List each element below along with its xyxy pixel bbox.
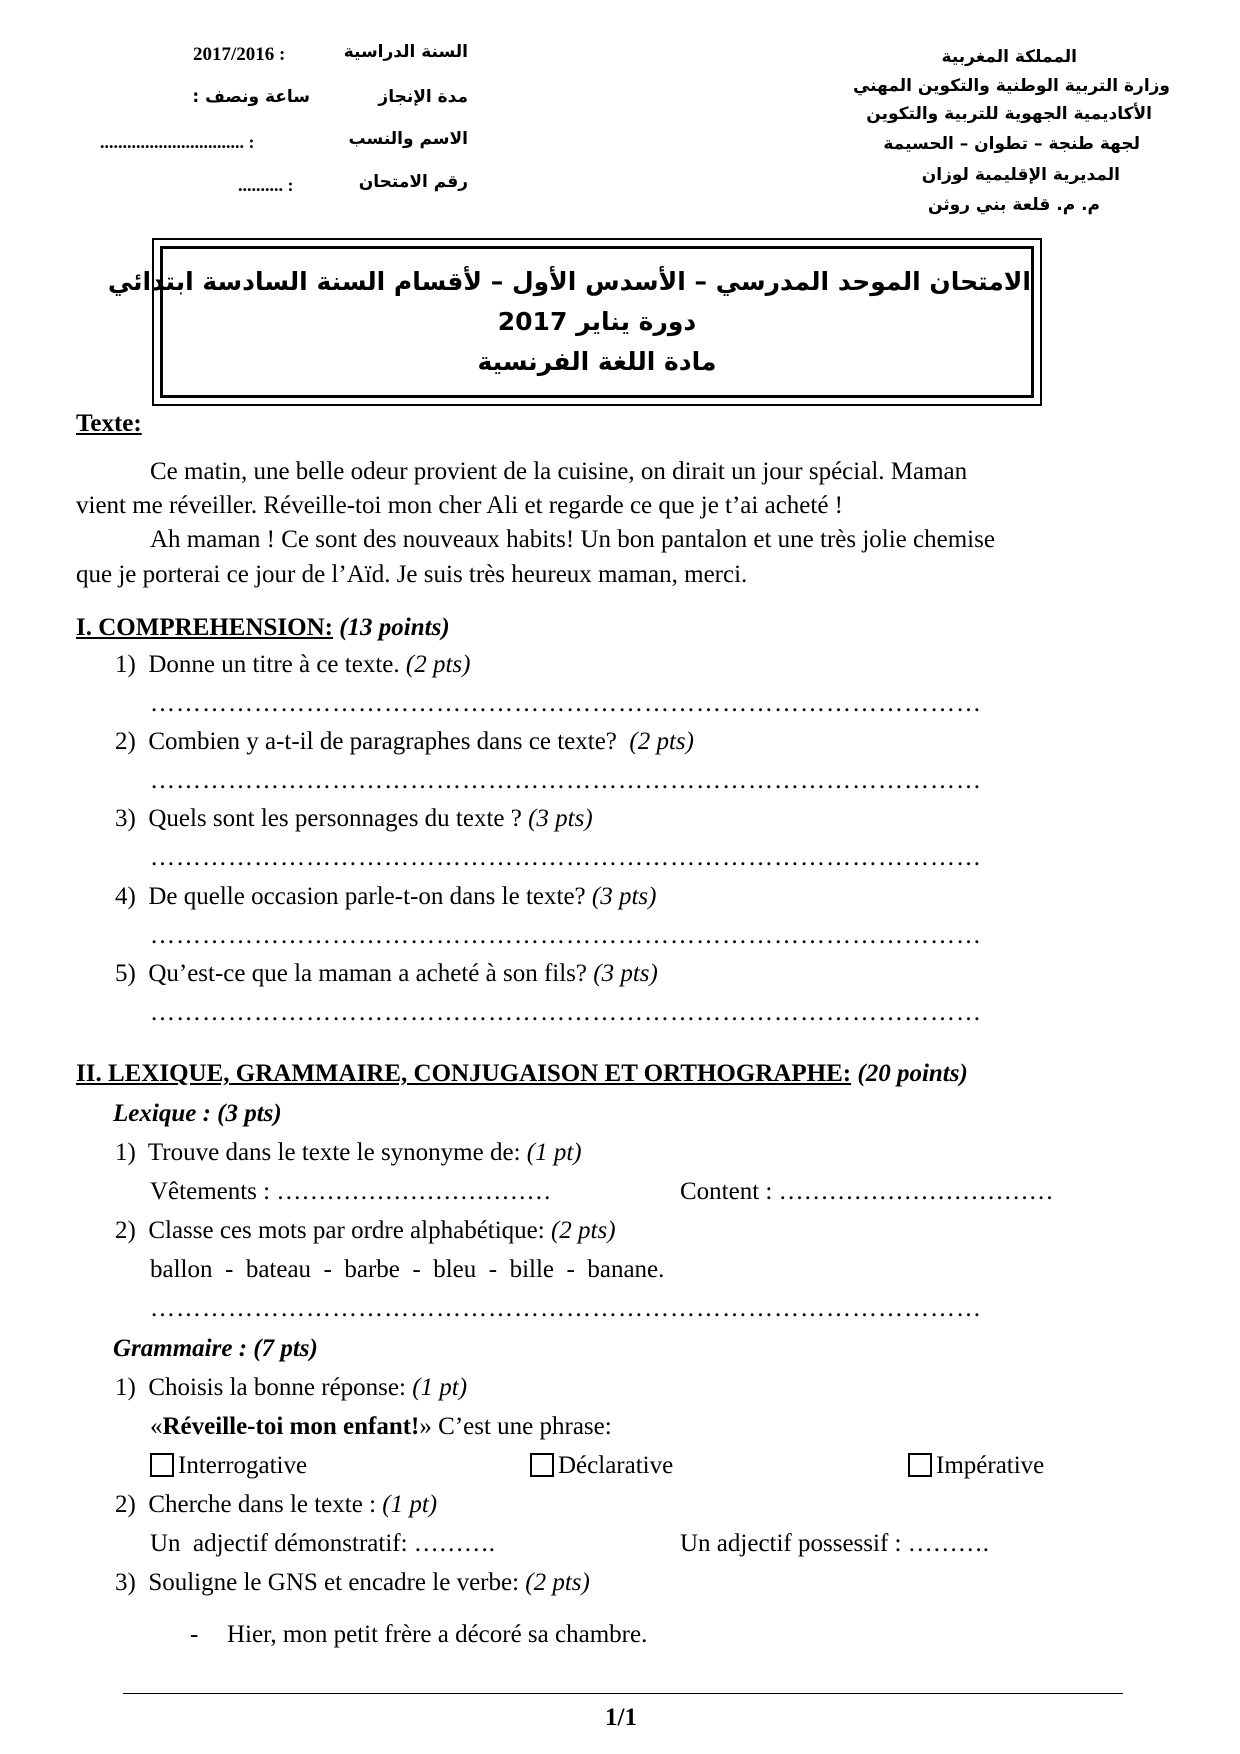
answer-line-alphabetical[interactable]: …………………………………………………………………………………… xyxy=(150,1295,982,1322)
exam-title-line-1: الامتحان الموحد المدرسي – الأسدس الأول – لأقسام السنة السادسة ابتدائي xyxy=(107,267,1031,296)
name-label: الاسم والنسب xyxy=(348,129,468,149)
choice-imperative[interactable] xyxy=(908,1452,1044,1480)
question-text: Souligne le GNS et encadre le verbe: xyxy=(148,1569,520,1596)
question-text: Choisis la bonne réponse: xyxy=(148,1374,406,1401)
section-1-points: (13 points) xyxy=(339,614,450,641)
header-right-line-1: المملكة المغربية xyxy=(941,47,1077,67)
exam-number-label: رقم الامتحان xyxy=(358,172,468,192)
question-points: (3 pts) xyxy=(593,960,658,987)
header-right-line-6: م. م. قلعة بني روثن xyxy=(927,195,1100,215)
answer-line-5[interactable]: …………………………………………………………………………………… xyxy=(150,999,982,1026)
grammaire-question-1 xyxy=(115,1374,467,1402)
lexique-heading: Lexique : (3 pts) xyxy=(113,1100,282,1127)
quote-rest: » C’est une phrase: xyxy=(419,1413,612,1440)
section-2-heading xyxy=(76,1060,968,1088)
section-2-title: II. LEXIQUE, GRAMMAIRE, CONJUGAISON ET ORTHOGRAPHE: xyxy=(76,1060,852,1087)
question-2 xyxy=(115,728,694,756)
page-number: 1/1 xyxy=(605,1704,637,1731)
grammaire-heading: Grammaire : (7 pts) xyxy=(113,1335,318,1362)
header-right-line-4: لجهة طنجة – تطوان – الحسيمة xyxy=(883,134,1140,154)
question-number: 5) xyxy=(115,960,136,987)
question-3 xyxy=(115,805,593,833)
question-number: 2) xyxy=(115,1217,136,1244)
header-right-line-5: المديرية الإقليمية لوزان xyxy=(921,165,1120,185)
question-number: 2) xyxy=(115,1491,136,1518)
paragraph-2-line-1: Ah maman ! Ce sont des nouveaux habits! Un bon pantalon et une très jolie chemise xyxy=(150,526,995,553)
question-text: Classe ces mots par ordre alphabétique: xyxy=(148,1217,545,1244)
question-text: De quelle occasion parle-t-on dans le texte? xyxy=(148,883,586,910)
paragraph-1-line-2: vient me réveiller. Réveille-toi mon cher Ali et regarde ce que je t’ai acheté ! xyxy=(76,492,844,519)
vetements-synonym-field[interactable]: Vêtements : …………………………… xyxy=(150,1178,552,1205)
grammaire-question-2 xyxy=(115,1491,437,1519)
question-points: (2 pts) xyxy=(550,1217,616,1244)
question-points: (3 pts) xyxy=(528,805,593,832)
school-year-label: السنة الدراسية xyxy=(343,42,468,62)
question-points: (2 pts) xyxy=(405,651,471,678)
checkbox-declarative[interactable] xyxy=(530,1453,554,1477)
question-number: 1) xyxy=(115,1374,136,1401)
exam-title-line-2: دورة يناير 2017 xyxy=(497,307,697,336)
question-5 xyxy=(115,960,658,988)
section-1-title: I. COMPREHENSION: xyxy=(76,614,333,641)
footer-divider xyxy=(123,1693,1123,1694)
choice-label: Interrogative xyxy=(178,1452,308,1479)
choice-declarative[interactable] xyxy=(530,1452,673,1480)
question-text: Trouve dans le texte le synonyme de: xyxy=(147,1139,521,1166)
checkbox-imperative[interactable] xyxy=(908,1453,932,1477)
question-text: Combien y a-t-il de paragraphes dans ce texte? xyxy=(148,728,617,755)
question-points: (2 pts) xyxy=(629,728,694,755)
question-points: (1 pt) xyxy=(526,1139,582,1166)
section-comprehension-title xyxy=(76,614,450,642)
question-points: (1 pt) xyxy=(412,1374,468,1401)
question-4 xyxy=(115,883,656,911)
question-1 xyxy=(115,651,470,679)
demonstrative-adjective-field[interactable]: Un adjectif démonstratif: ………. xyxy=(150,1530,496,1557)
question-number: 1) xyxy=(115,651,136,678)
quote-open: « xyxy=(150,1413,163,1440)
answer-line-4[interactable]: …………………………………………………………………………………… xyxy=(150,922,982,949)
question-number: 3) xyxy=(115,805,136,832)
header-right-line-2: وزارة التربية الوطنية والتكوين المهني xyxy=(852,76,1170,96)
question-number: 1) xyxy=(115,1139,136,1166)
answer-line-1[interactable]: …………………………………………………………………………………… xyxy=(150,690,982,717)
question-text: Donne un titre à ce texte. xyxy=(148,651,400,678)
content-synonym-field[interactable]: Content : …………………………… xyxy=(680,1178,1054,1205)
sentence-bullet: - xyxy=(190,1621,199,1648)
exam-title-line-3: مادة اللغة الفرنسية xyxy=(477,347,717,376)
choice-label: Déclarative xyxy=(558,1452,674,1479)
question-text: Qu’est-ce que la maman a acheté à son fils? xyxy=(148,960,588,987)
grammaire-question-3 xyxy=(115,1569,590,1597)
quote-bold-text: Réveille-toi mon enfant! xyxy=(162,1413,420,1440)
choice-interrogative[interactable] xyxy=(150,1452,307,1480)
question-number: 4) xyxy=(115,883,136,910)
duration-value: ساعة ونصف : xyxy=(192,87,310,107)
word-list: ballon - bateau - barbe - bleu - bille - banane. xyxy=(150,1256,665,1283)
answer-line-3[interactable]: …………………………………………………………………………………… xyxy=(150,844,982,871)
text-heading: Texte: xyxy=(76,410,142,437)
answer-line-2[interactable]: …………………………………………………………………………………… xyxy=(150,767,982,794)
paragraph-2-line-2: que je porterai ce jour de l’Aïd. Je suis très heureux maman, merci. xyxy=(76,561,748,588)
checkbox-interrogative[interactable] xyxy=(150,1453,174,1477)
school-year-value: 2017/2016 : xyxy=(193,44,286,65)
possessive-adjective-field[interactable]: Un adjectif possessif : ………. xyxy=(680,1530,989,1557)
question-text: Cherche dans le texte : xyxy=(148,1491,377,1518)
header-right-line-3: الأكاديمية الجهوية للتربية والتكوين xyxy=(866,104,1152,124)
question-points: (2 pts) xyxy=(525,1569,590,1596)
quoted-sentence xyxy=(150,1413,612,1441)
gns-sentence[interactable]: Hier, mon petit frère a décoré sa chambre. xyxy=(227,1621,648,1648)
exam-number-value: .......... : xyxy=(238,175,294,195)
question-points: (3 pts) xyxy=(591,883,657,910)
question-number: 2) xyxy=(115,728,136,755)
question-number: 3) xyxy=(115,1569,136,1596)
name-value: ................................ : xyxy=(100,132,255,152)
exam-title-box xyxy=(107,238,1042,406)
paragraph-1-line-1: Ce matin, une belle odeur provient de la cuisine, on dirait un jour spécial. Maman xyxy=(150,458,968,485)
lexique-question-1 xyxy=(115,1139,582,1167)
section-2-points: (20 points) xyxy=(857,1060,968,1087)
duration-label: مدة الإنجاز xyxy=(378,87,468,107)
question-text: Quels sont les personnages du texte ? xyxy=(148,805,522,832)
question-points: (1 pt) xyxy=(382,1491,438,1518)
lexique-question-2 xyxy=(115,1217,616,1245)
choice-label: Impérative xyxy=(936,1452,1045,1479)
